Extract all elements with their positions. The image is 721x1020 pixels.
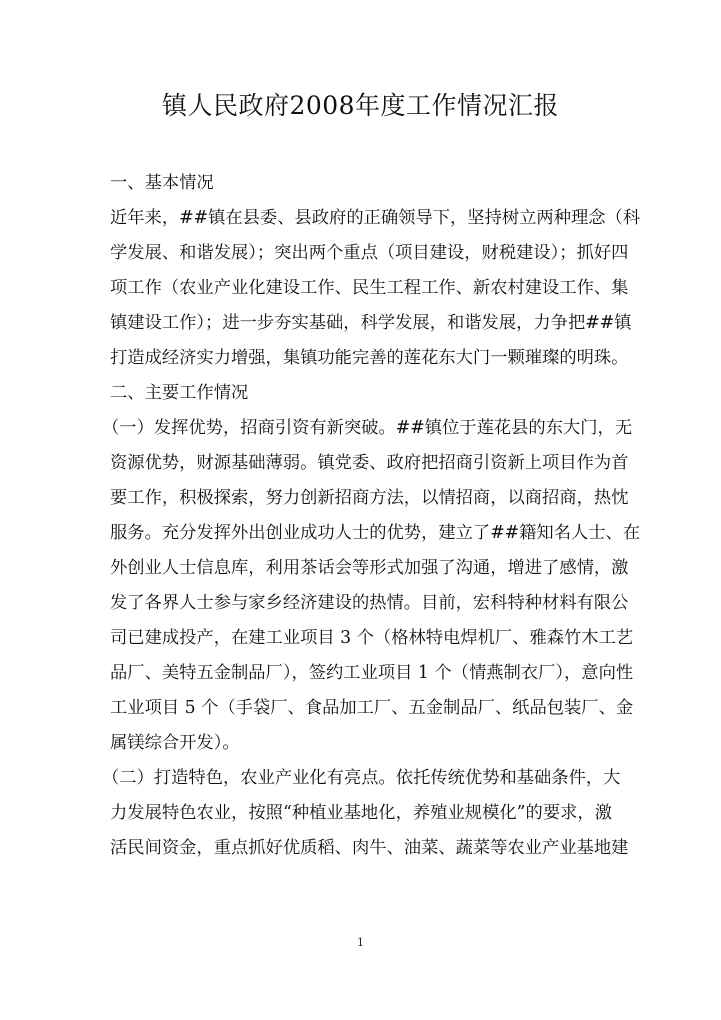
page-number: 1: [357, 936, 364, 949]
section-heading-basic-situation: 一、基本情况: [110, 173, 214, 193]
paragraph-line: 要工作，积极探索，努力创新招商方法，以情招商，以商招商，热忱: [110, 488, 629, 508]
section-heading-main-work: 二、主要工作情况: [110, 383, 249, 403]
subsection-heading-agriculture: （二）打造特色，农业产业化有亮点。依托传统优势和基础条件，大: [102, 768, 621, 788]
paragraph-line: 镇建设工作）；进一步夯实基础，科学发展，和谐发展，力争把##镇: [110, 313, 632, 333]
paragraph-line: 发了各界人士参与家乡经济建设的热情。目前，宏科特种材料有限公: [110, 593, 629, 613]
paragraph-line: 项工作（农业产业化建设工作、民生工程工作、新农村建设工作、集: [110, 278, 629, 298]
paragraph-line: 近年来，##镇在县委、县政府的正确领导下，坚持树立两种理念（科: [110, 208, 641, 228]
document-body: [102, 166, 641, 866]
paragraph-line: 学发展、和谐发展）；突出两个重点（项目建设，财税建设）；抓好四: [110, 243, 629, 263]
subsection-heading-investment: （一）发挥优势，招商引资有新突破。##镇位于莲花县的东大门，无: [102, 418, 633, 438]
document-title: 镇人民政府2008年度工作情况汇报: [161, 91, 560, 120]
paragraph-line: 服务。充分发挥外出创业成功人士的优势，建立了##籍知名人士、在: [110, 523, 641, 543]
paragraph-line: 活民间资金，重点抓好优质稻、肉牛、油菜、蔬菜等农业产业基地建: [110, 838, 629, 858]
paragraph-line: 工业项目 5 个（手袋厂、食品加工厂、五金制品厂、纸品包装厂、金: [110, 698, 634, 718]
paragraph-line: 品厂、美特五金制品厂），签约工业项目 1 个（情燕制衣厂），意向性: [110, 663, 634, 683]
paragraph-line: 司已建成投产，在建工业项目 3 个（格林特电焊机厂、雅森竹木工艺: [110, 628, 634, 648]
paragraph-line: 资源优势，财源基础薄弱。镇党委、政府把招商引资新上项目作为首: [110, 453, 629, 473]
paragraph-line: 外创业人士信息库，利用茶话会等形式加强了沟通，增进了感情，激: [110, 558, 629, 578]
paragraph-line: 打造成经济实力增强，集镇功能完善的莲花东大门一颗璀璨的明珠。: [110, 348, 629, 368]
paragraph-line: 属镁综合开发）。: [110, 733, 240, 753]
paragraph-line: 力发展特色农业，按照“种植业基地化，养殖业规模化”的要求，激: [110, 803, 612, 823]
